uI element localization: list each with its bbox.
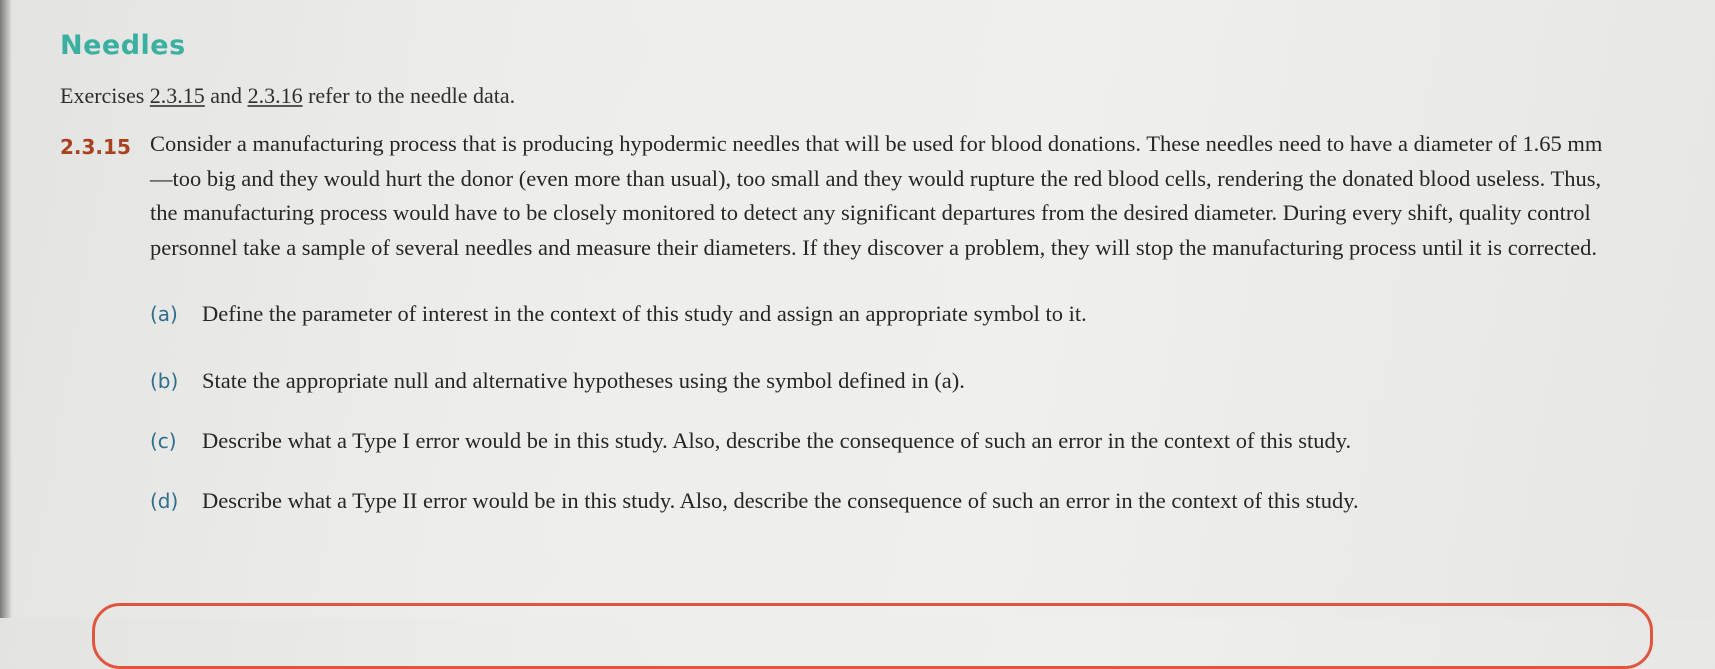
part-d-label: (d) <box>150 489 179 513</box>
intro-middle: and <box>204 83 248 108</box>
exercise-link-2-3-16[interactable]: 2.3.16 <box>247 83 303 108</box>
screen-edge <box>0 0 12 618</box>
section-title: Needles <box>60 30 186 61</box>
next-box-border <box>92 603 1653 669</box>
exercise-number: 2.3.15 <box>60 135 131 159</box>
intro-sentence <box>60 83 515 109</box>
part-b <box>150 368 965 394</box>
part-a <box>150 301 1087 327</box>
part-c-label: (c) <box>150 429 177 453</box>
part-a-text: Define the parameter of interest in the context of this study and assign an appropriate symbol to it. <box>202 301 1087 326</box>
exercise-link-2-3-15[interactable]: 2.3.15 <box>149 83 205 108</box>
part-a-label: (a) <box>150 302 178 326</box>
part-b-text: State the appropriate null and alternative hypotheses using the symbol defined in (a). <box>202 368 965 393</box>
intro-prefix: Exercises <box>60 83 150 108</box>
part-d <box>150 488 1359 514</box>
intro-suffix: refer to the needle data. <box>302 83 516 108</box>
part-b-label: (b) <box>150 369 179 393</box>
exercise-text: Consider a manufacturing process that is producing hypodermic needles that will be used for blood donations. These needles need to have a diameter of 1.65 mm—too big and they would hurt the donor (even more than usual), too small and they would rupture the red blood cells, rendering the donated blood useless. Thus, the manufacturing process would have to be closely monitored to detect any significant departures from the desired diameter. During every shift, quality control personnel take a sample of several needles and measure their diameters. If they discover a problem, they will stop the manufacturing process until it is corrected. <box>150 131 1603 260</box>
part-d-text: Describe what a Type II error would be in this study. Also, describe the consequence of such an error in the context of this study. <box>202 488 1359 513</box>
part-c <box>150 428 1351 454</box>
part-c-text: Describe what a Type I error would be in this study. Also, describe the consequence of such an error in the context of this study. <box>202 428 1352 453</box>
